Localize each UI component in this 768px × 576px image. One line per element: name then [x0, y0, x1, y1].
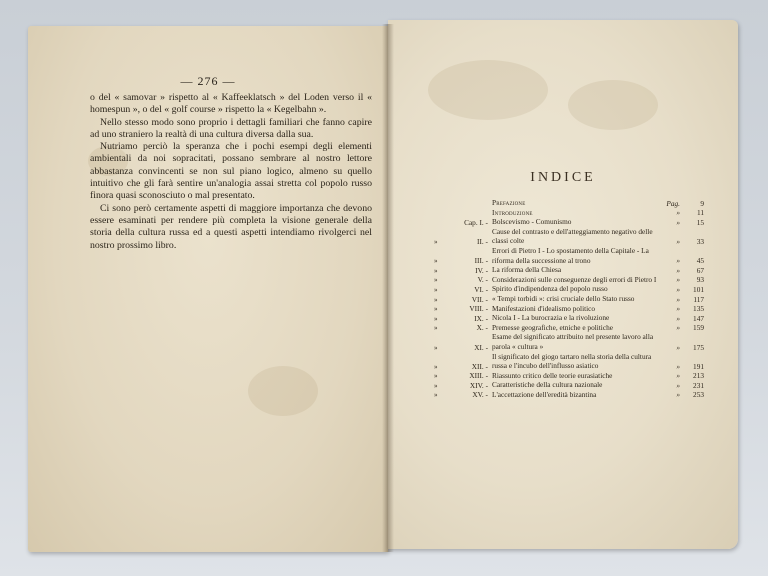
chapter-title: Riassunto critico delle teorie eurasiatiche: [492, 370, 613, 380]
chapter-title: Nicola I - La burocrazia e la rivoluzione: [492, 313, 610, 323]
toc-entry: [434, 313, 704, 323]
chapter-title: La riforma della Chiesa: [492, 265, 562, 275]
toc-mark: »: [434, 314, 438, 323]
toc-entry: [434, 304, 704, 314]
book-gutter: [382, 24, 394, 552]
page-prefix: »: [676, 304, 680, 314]
chapter-title: « Tempi torbidi »: crisi cruciale dello Stato russo: [492, 293, 635, 303]
toc-mark: »: [434, 285, 438, 294]
toc-mark: »: [434, 237, 438, 246]
page-ref: 159: [693, 323, 704, 333]
chapter-number: VI. -: [474, 284, 488, 294]
page-ref: 33: [696, 236, 704, 246]
chapter-number: IX. -: [474, 313, 488, 323]
toc-entry: [434, 265, 704, 275]
paragraph: Ci sono però certamente aspetti di maggiore importanza che devono essere esaminati per rendere più completa la visione generale della storia della cultura russa ed a questi aspetti intendiamo rivolgerci nel nostro prossimo libro.: [90, 202, 372, 251]
chapter-number: X. -: [476, 323, 488, 333]
chapter-title: Cause del contrasto e dell'atteggiamento negativo delle classi colte: [492, 226, 653, 246]
toc-mark: »: [434, 276, 438, 285]
chapter-number: XI. -: [474, 342, 488, 352]
table-of-contents: [434, 198, 704, 399]
toc-mark: »: [434, 305, 438, 314]
toc-entry: [434, 323, 704, 333]
chapter-title: Caratteristiche della cultura nazionale: [492, 380, 603, 390]
body-text: [90, 92, 372, 252]
stain: [248, 366, 318, 416]
page-prefix: »: [676, 323, 680, 333]
page-ref: 175: [693, 342, 704, 352]
page-prefix: »: [676, 380, 680, 390]
page-ref: 15: [696, 217, 704, 227]
chapter-number: Cap. I. -: [464, 217, 488, 227]
chapter-title: Il significato del giogo tartaro nella storia della cultura russa e l'incubo dell'influsso asiatico: [492, 351, 652, 371]
toc-entry: [434, 246, 704, 265]
chapter-number: XII. -: [471, 361, 488, 371]
toc-entry: [434, 294, 704, 304]
chapter-title: Spirito d'indipendenza del popolo russo: [492, 284, 608, 294]
toc-entry: [434, 380, 704, 390]
chapter-title: Manifestazioni d'idealismo politico: [492, 303, 596, 313]
stain: [428, 60, 548, 120]
left-page: [28, 26, 388, 552]
toc-mark: »: [434, 391, 438, 400]
toc-entry: [434, 227, 704, 246]
toc-entry: [434, 217, 704, 227]
toc-mark: »: [434, 257, 438, 266]
page-prefix: »: [676, 217, 680, 227]
paragraph: o del « samovar » rispetto al « Kaffeeklatsch » del Loden verso il « homespun », o del « golf course » rispetto la « Kegelbahn ».: [90, 92, 372, 116]
chapter-title: Esame del significato attribuito nel presente lavoro alla parola « cultura »: [492, 332, 654, 351]
page-ref: 67: [696, 265, 704, 275]
page-ref: 11: [696, 208, 704, 218]
page-number: — 276 —: [180, 74, 236, 88]
page-prefix: »: [676, 313, 680, 323]
page-ref: 231: [693, 380, 704, 390]
page-prefix: »: [676, 361, 680, 371]
toc-entry: [434, 275, 704, 285]
page-ref: 93: [696, 275, 704, 285]
page-ref: 147: [693, 313, 704, 323]
toc-mark: »: [434, 343, 438, 352]
chapter-title: Considerazioni sulle conseguenze degli errori di Pietro I: [492, 274, 657, 284]
chapter-title: Premesse geografiche, etniche e politiche: [492, 322, 613, 332]
toc-entry: [434, 371, 704, 381]
right-page: [388, 20, 738, 549]
chapter-title: Bolscevismo - Comunismo: [492, 217, 572, 227]
page-ref: 101: [693, 284, 704, 294]
page-prefix: »: [676, 371, 680, 381]
page-ref: 117: [693, 294, 704, 304]
paragraph: Nutriamo perciò la speranza che i pochi esempi degli elementi ambientali da noi sopracitati, possano sembrare al nostro lettore abbastanza convincenti se non sul piano logico, almeno su quello intuitivo che gli farà sentire un'analogia assai stretta col popolo russo finora quasi sconosciuto o mal presentato.: [90, 141, 372, 202]
chapter-number: II. -: [477, 236, 488, 246]
page-ref: 9: [700, 198, 704, 208]
chapter-title: L'accettazione dell'eredità bizantina: [492, 389, 597, 399]
page-ref: 135: [693, 304, 704, 314]
chapter-title: Introduzione: [492, 207, 533, 217]
toc-entry: [434, 352, 704, 371]
page-prefix: »: [676, 265, 680, 275]
page-prefix: »: [676, 256, 680, 266]
chapter-number: VIII. -: [469, 304, 488, 314]
toc-entry: [434, 198, 704, 208]
toc-mark: »: [434, 266, 438, 275]
paragraph: Nello stesso modo sono proprio i dettagli familiari che fanno capire ad uno straniero la realtà di una cultura diversa dalla sua.: [90, 116, 372, 140]
chapter-number: XIV. -: [469, 380, 488, 390]
stain: [568, 80, 658, 130]
toc-entry: [434, 332, 704, 351]
page-ref: 253: [693, 390, 704, 400]
chapter-number: III. -: [474, 256, 488, 266]
chapter-number: IV. -: [475, 265, 488, 275]
toc-entry: [434, 208, 704, 218]
page-prefix: »: [676, 208, 680, 218]
toc-mark: »: [434, 372, 438, 381]
chapter-title: Prefazione: [492, 198, 526, 207]
chapter-number: VII. -: [471, 294, 488, 304]
index-title: INDICE: [530, 170, 596, 185]
page-prefix: Pag.: [666, 198, 680, 208]
page-prefix: »: [676, 236, 680, 246]
toc-mark: »: [434, 295, 438, 304]
chapter-number: V. -: [477, 275, 488, 285]
toc-mark: »: [434, 362, 438, 371]
toc-entry: [434, 390, 704, 400]
chapter-title: Errori di Pietro I - Lo spostamento della Capitale - La riforma della successione al trono: [492, 245, 649, 265]
page-ref: 213: [693, 371, 704, 381]
page-ref: 191: [693, 361, 704, 371]
toc-mark: »: [434, 324, 438, 333]
page-prefix: »: [676, 294, 680, 304]
page-prefix: »: [676, 342, 680, 352]
chapter-number: XIII. -: [469, 371, 488, 381]
page-ref: 45: [696, 256, 704, 266]
toc-entry: [434, 284, 704, 294]
page-prefix: »: [676, 390, 680, 400]
page-prefix: »: [676, 284, 680, 294]
page-prefix: »: [676, 275, 680, 285]
toc-mark: »: [434, 381, 438, 390]
chapter-number: XV. -: [472, 390, 488, 400]
